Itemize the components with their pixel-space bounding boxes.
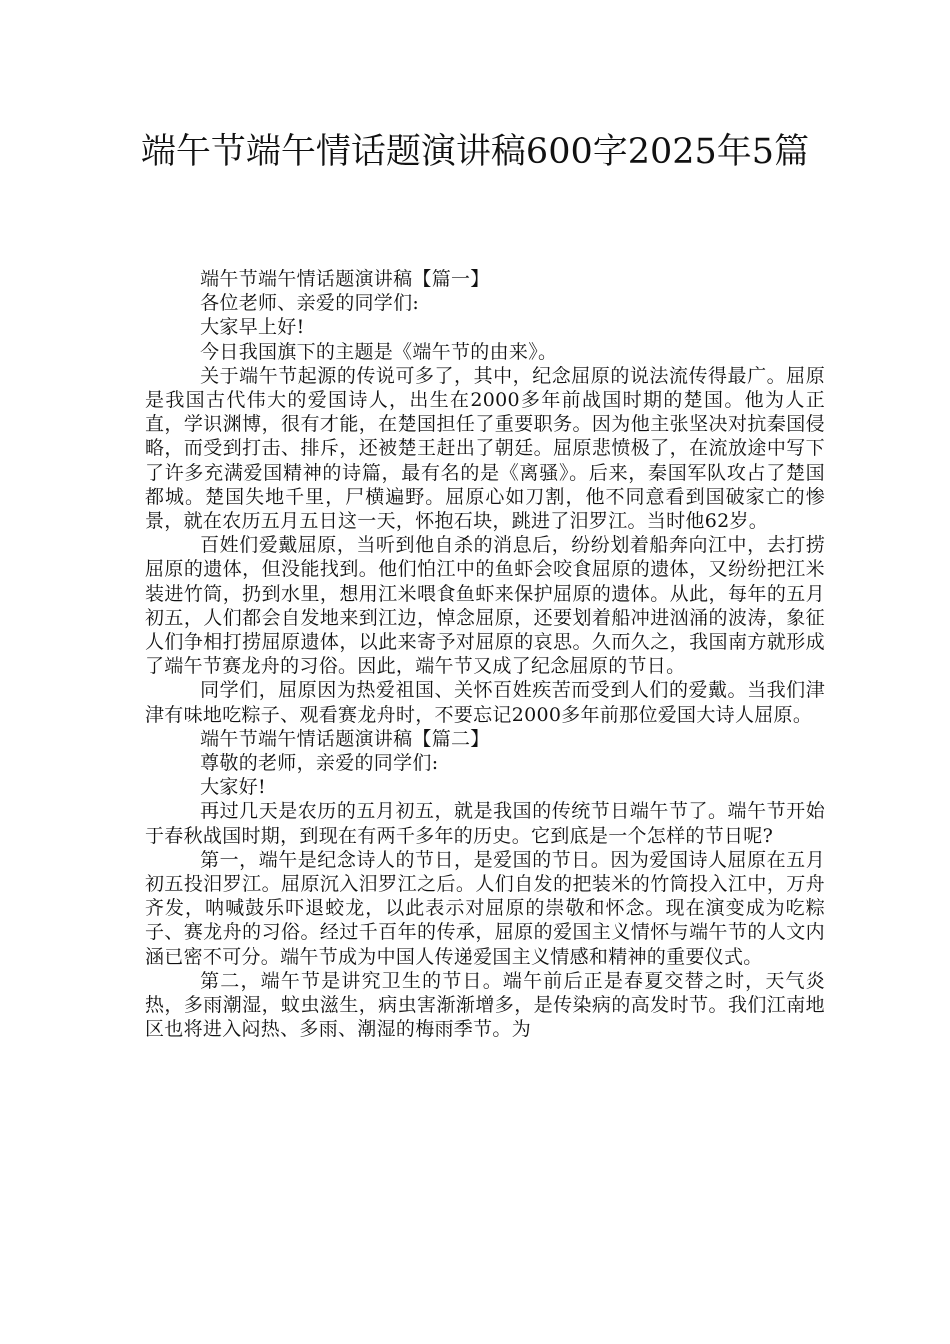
document-title: 端午节端午情话题演讲稿600字2025年5篇: [140, 132, 810, 172]
body-paragraph: 再过几天是农历的五月初五，就是我国的传统节日端午节了。端午节开始于春秋战国时期，到现在有两千多年的历史。它到底是一个怎样的节日呢?: [145, 800, 825, 847]
greeting-line: 尊敬的老师，亲爱的同学们:: [200, 752, 439, 775]
section-heading-1: 端午节端午情话题演讲稿【篇一】: [200, 268, 490, 290]
body-paragraph: 今日我国旗下的主题是《端午节的由来》。: [200, 340, 558, 363]
body-paragraph: 第一，端午是纪念诗人的节日，是爱国的节日。因为爱国诗人屈原在五月初五投汨罗江。屈原沉入汨罗江之后。人们自发的把装米的竹筒投入江中，万舟齐发，呐喊鼓乐吓退蛟龙，以此表示对屈原的崇敬和怀念。现在演变成为吃粽子、赛龙舟的习俗。经过千百年的传承，屈原的爱国主义情怀与端午节的人文内涵已密不可分。端午节成为中国人传递爱国主义情感和精神的重要仪式。: [145, 848, 825, 968]
body-paragraph: 同学们，屈原因为热爱祖国、关怀百姓疾苦而受到人们的爱戴。当我们津津有味地吃粽子、观看赛龙舟时，不要忘记2000多年前那位爱国大诗人屈原。: [145, 679, 825, 726]
greeting-line: 各位老师、亲爱的同学们:: [200, 292, 420, 315]
body-paragraph: 百姓们爱戴屈原，当听到他自杀的消息后，纷纷划着船奔向江中，去打捞屈原的遗体，但没能找到。他们怕江中的鱼虾会咬食屈原的遗体，又纷纷把江米装进竹筒，扔到水里，想用江米喂食鱼虾来保护屈原的遗体。从此，每年的五月初五，人们都会自发地来到江边，悼念屈原，还要划着船冲进汹涌的波涛，象征人们争相打捞屈原遗体，以此来寄予对屈原的哀思。久而久之，我国南方就形成了端午节赛龙舟的习俗。因此，端午节又成了纪念屈原的节日。: [145, 534, 825, 678]
body-paragraph: 关于端午节起源的传说可多了，其中，纪念屈原的说法流传得最广。屈原是我国古代伟大的爱国诗人，出生在2000多年前战国时期的楚国。他为人正直，学识渊博，很有才能，在楚国担任了重要职务。因为他主张坚决对抗秦国侵略，而受到打击、排斥，还被楚王赶出了朝廷。屈原悲愤极了，在流放途中写下了许多充满爱国精神的诗篇，最有名的是《离骚》。后来，秦国军队攻占了楚国都城。楚国失地千里，尸横遍野。屈原心如刀割，他不同意看到国破家亡的惨景，就在农历五月五日这一天，怀抱石块，跳进了汨罗江。当时他62岁。: [145, 364, 825, 533]
greeting-line: 大家好!: [200, 776, 266, 799]
greeting-line: 大家早上好!: [200, 316, 305, 339]
body-paragraph: 第二，端午节是讲究卫生的节日。端午前后正是春夏交替之时，天气炎热，多雨潮湿，蚊虫滋生，病虫害渐渐增多，是传染病的高发时节。我们江南地区也将进入闷热、多雨、潮湿的梅雨季节。为: [145, 969, 825, 1041]
document-body: [145, 267, 825, 1042]
section-heading-2: 端午节端午情话题演讲稿【篇二】: [200, 727, 490, 750]
